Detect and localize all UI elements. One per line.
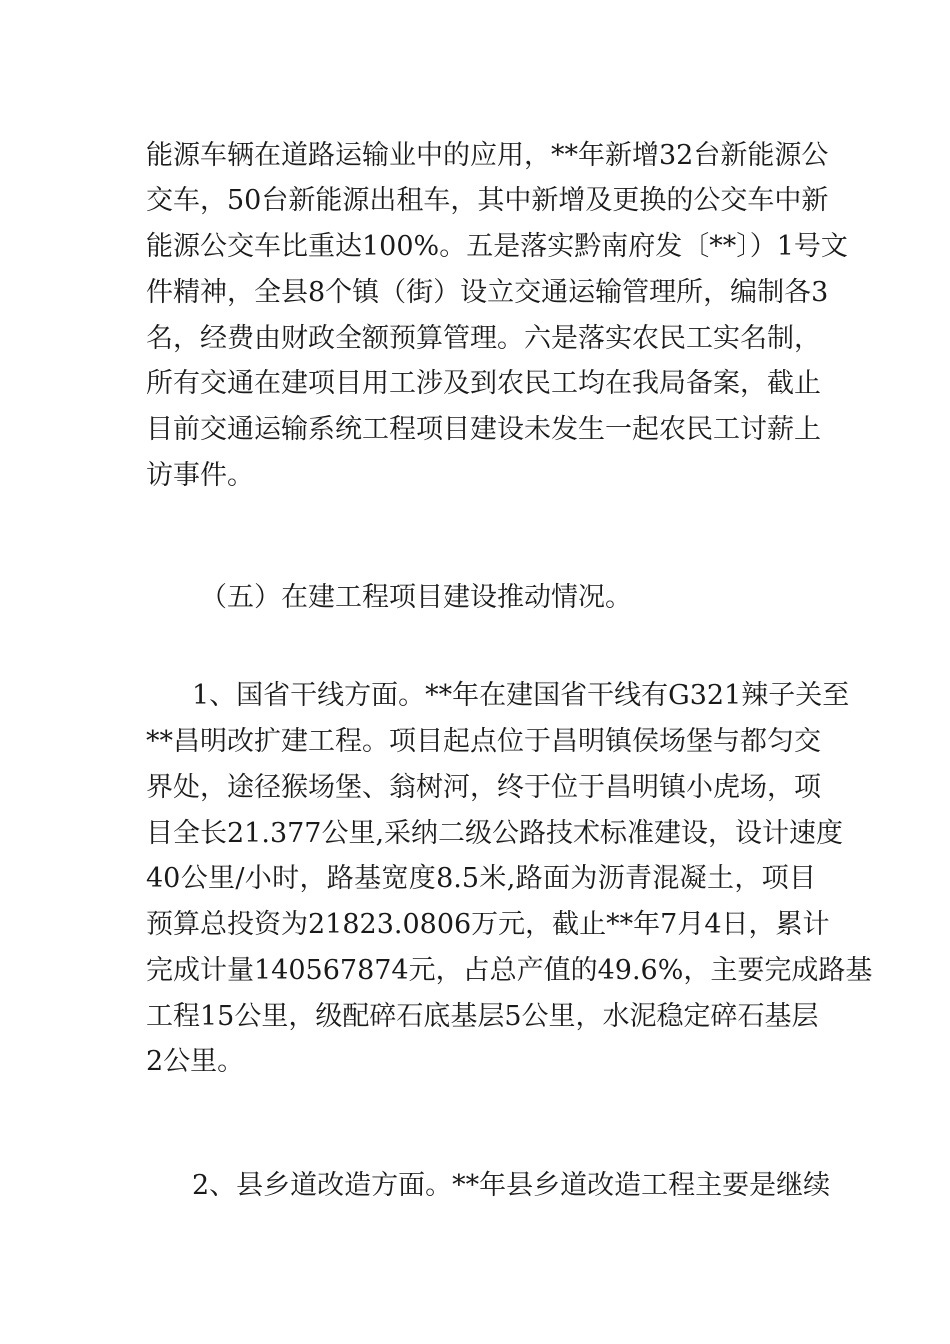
- paragraph-line: 能源公交车比重达100%。五是落实黔南府发〔**〕）1号文: [146, 231, 848, 262]
- paragraph-line: 预算总投资为21823.0806万元，截止**年7月4日，累计: [146, 909, 830, 940]
- paragraph-line: 完成计量140567874元，占总产值的49.6%，主要完成路基: [146, 955, 873, 986]
- paragraph-line: 所有交通在建项目用工涉及到农民工均在我局备案，截止: [146, 368, 821, 399]
- paragraph-line: 名，经费由财政全额预算管理。六是落实农民工实名制，: [146, 323, 821, 354]
- paragraph-line: 界处，途径猴场堡、翁树河，终于位于昌明镇小虎场，项: [146, 772, 821, 803]
- paragraph-line: 2公里。: [146, 1046, 245, 1077]
- paragraph-line: 能源车辆在道路运输业中的应用，**年新增32台新能源公: [146, 140, 829, 171]
- paragraph-line: 目全长21.377公里,采纳二级公路技术标准建设，设计速度: [146, 818, 844, 849]
- section-heading: （五）在建工程项目建设推动情况。: [200, 582, 632, 613]
- paragraph-line: **昌明改扩建工程。项目起点位于昌明镇侯场堡与都匀交: [146, 726, 821, 757]
- paragraph-line: 2、县乡道改造方面。**年县乡道改造工程主要是继续: [192, 1170, 831, 1201]
- paragraph-line: 40公里/小时，路基宽度8.5米,路面为沥青混凝土，项目: [146, 863, 816, 894]
- paragraph-line: 交车，50台新能源出租车，其中新增及更换的公交车中新: [146, 185, 829, 216]
- paragraph-line: 工程15公里，级配碎石底基层5公里，水泥稳定碎石基层: [146, 1001, 819, 1032]
- paragraph-line: 访事件。: [146, 460, 254, 491]
- paragraph-line: 1、国省干线方面。**年在建国省干线有G321辣子关至: [192, 680, 850, 711]
- paragraph-line: 目前交通运输系统工程项目建设未发生一起农民工讨薪上: [146, 414, 821, 445]
- paragraph-line: 件精神，全县8个镇（街）设立交通运输管理所，编制各3: [146, 277, 829, 308]
